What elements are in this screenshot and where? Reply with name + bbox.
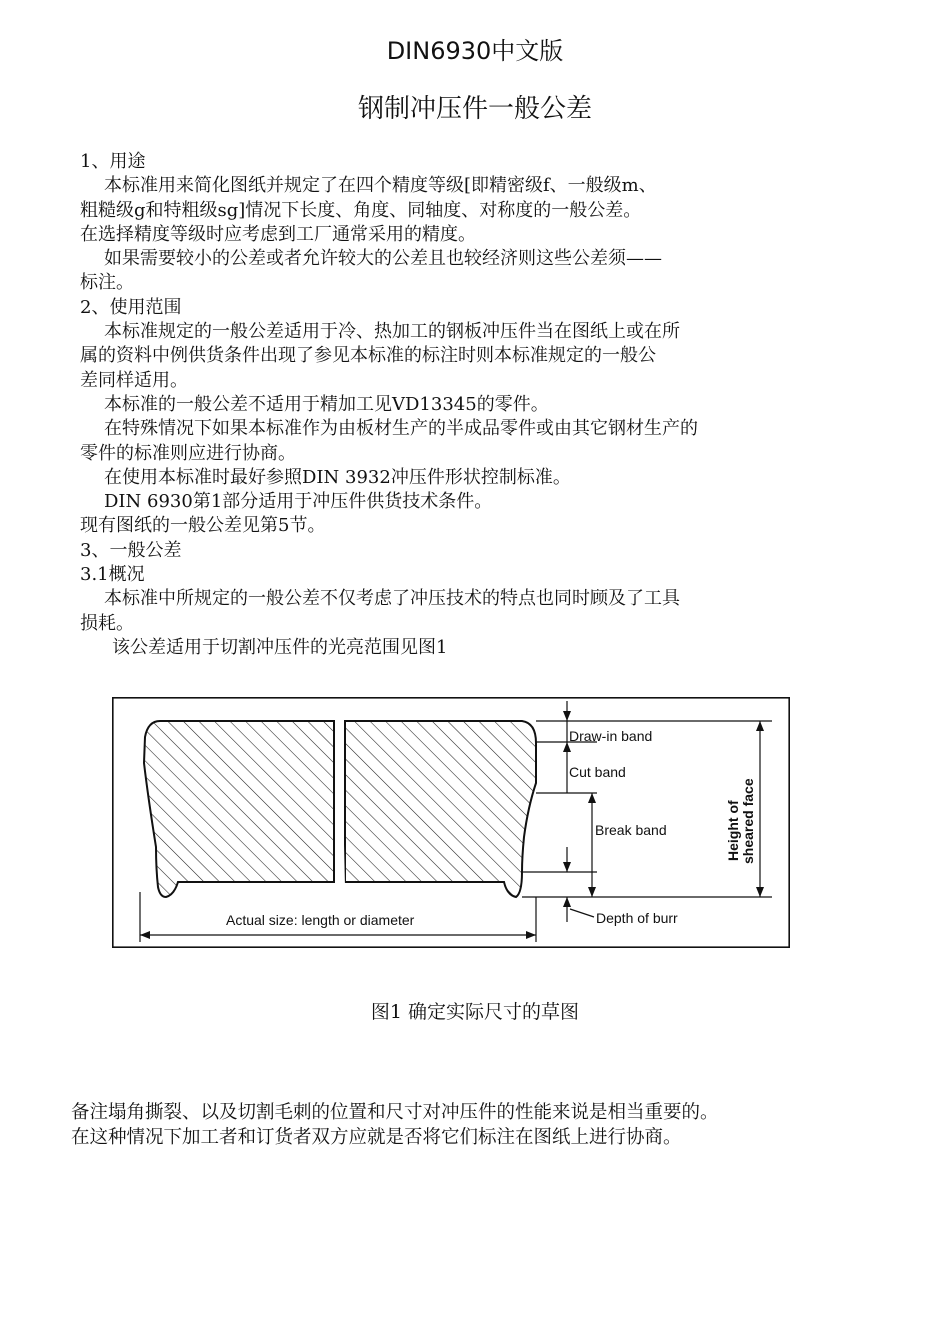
paragraph-line: 现有图纸的一般公差见第5节。	[80, 515, 326, 537]
paragraph-line: 本标准用来简化图纸并规定了在四个精度等级[即精密级f、一般级m、	[104, 175, 657, 197]
paragraph-line: DIN 6930第1部分适用于冲压件供货技术条件。	[104, 491, 493, 513]
note-line: 备注塌角撕裂、以及切割毛刺的位置和尺寸对冲压件的性能来说是相当重要的。	[71, 1102, 719, 1123]
workpiece-section	[144, 717, 536, 897]
document-subtitle: 钢制冲压件一般公差	[357, 94, 592, 124]
height-label-line-2: sheared face	[740, 778, 756, 864]
break-band-label: Break band	[595, 822, 667, 838]
figure-caption: 图1 确定实际尺寸的草图	[370, 1001, 580, 1023]
note-line: 在这种情况下加工者和订货者双方应就是否将它们标注在图纸上进行协商。	[71, 1127, 682, 1148]
cut-band-label: Cut band	[569, 764, 626, 780]
paragraph-line: 损耗。	[80, 612, 134, 634]
section-heading: 1、用途	[80, 151, 146, 172]
body-text	[80, 150, 880, 660]
paragraph-line: 粗糙级g和特粗级sg]情况下长度、角度、同轴度、对称度的一般公差。	[80, 199, 642, 221]
paragraph-line: 该公差适用于切割冲压件的光亮范围见图1	[112, 636, 448, 658]
note-text	[71, 1100, 719, 1150]
draw-in-band-label: Draw-in band	[569, 728, 653, 744]
subsection-heading: 3.1概况	[80, 564, 145, 586]
paragraph-line: 本标准中所规定的一般公差不仅考虑了冲压技术的特点也同时顾及了工具	[104, 588, 680, 610]
paragraph-line: 如果需要较小的公差或者允许较大的公差且也较经济则这些公差须——	[104, 248, 662, 270]
section-heading: 2、使用范围	[80, 296, 182, 318]
document-title: DIN6930中文版	[386, 37, 564, 65]
actual-size-label: Actual size: length or diameter	[226, 912, 415, 928]
height-label-line-1: Height of	[725, 800, 741, 861]
paragraph-line: 在特殊情况下如果本标准作为由板材生产的半成品零件或由其它钢材生产的	[104, 418, 698, 440]
paragraph-line: 差同样适用。	[80, 369, 188, 391]
depth-of-burr-label: Depth of burr	[596, 910, 678, 926]
section-heading: 3、一般公差	[80, 539, 182, 561]
paragraph-line: 零件的标准则应进行协商。	[80, 442, 296, 464]
paragraph-line: 标注。	[80, 272, 134, 294]
paragraph-line: 本标准的一般公差不适用于精加工见VD13345的零件。	[104, 393, 549, 415]
sheared-edge-figure	[112, 697, 790, 948]
paragraph-line: 在使用本标准时最好参照DIN 3932冲压件形状控制标准。	[104, 466, 571, 488]
paragraph-line: 本标准规定的一般公差适用于冷、热加工的钢板冲压件当在图纸上或在所	[104, 321, 680, 343]
paragraph-line: 在选择精度等级时应考虑到工厂通常采用的精度。	[80, 223, 476, 245]
paragraph-line: 属的资料中例供货条件出现了参见本标准的标注时则本标准规定的一般公	[80, 345, 656, 367]
